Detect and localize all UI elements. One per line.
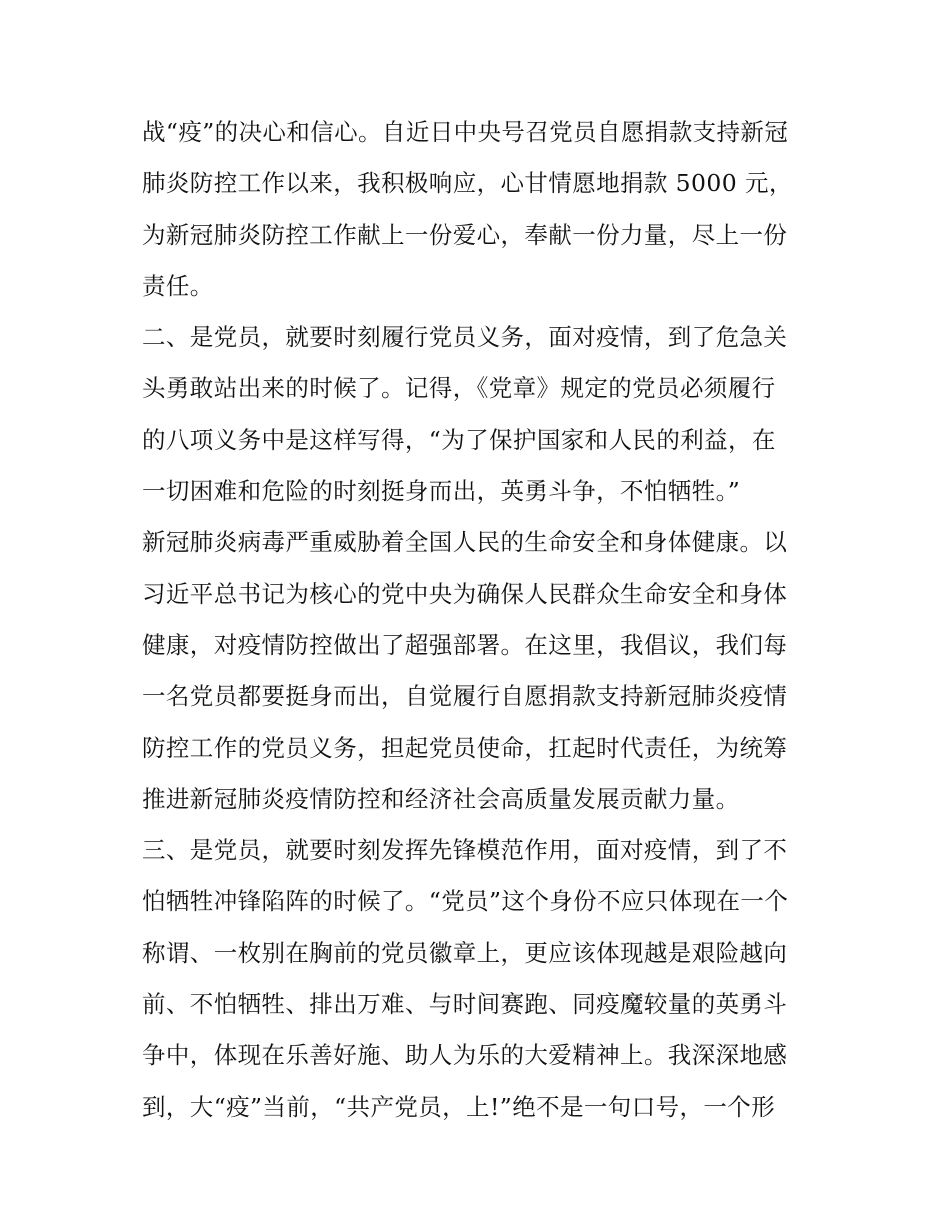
text-line: 防控工作的党员义务，担起党员使命，扛起时代责任，为统筹 <box>142 733 788 762</box>
text-line: 战“疫”的决心和信心。自近日中央号召党员自愿捐款支持新冠 <box>142 118 789 146</box>
text-line: 一切困难和危险的时刻挺身而出，英勇斗争，不怕牺牲。” <box>142 477 741 506</box>
text-line: 怕牺牲冲锋陷阵的时候了。“党员”这个身份不应只体现在一个 <box>142 887 789 916</box>
text-line: 的八项义务中是这样写得，“为了保护国家和人民的利益，在 <box>142 425 776 454</box>
text-line: 责任。 <box>142 271 214 300</box>
text-line: 新冠肺炎病毒严重威胁着全国人民的生命安全和身体健康。以 <box>142 528 788 557</box>
text-line: 争中，体现在乐善好施、助人为乐的大爱精神上。我深深地感 <box>142 1041 788 1070</box>
text-line: 头勇敢站出来的时候了。记得，《党章》规定的党员必须履行 <box>142 374 776 403</box>
text-line: 健康，对疫情防控做出了超强部署。在这里，我倡议，我们每 <box>142 630 788 659</box>
body-text <box>142 107 822 1133</box>
text-line: 二、是党员，就要时刻履行党员义务，面对疫情，到了危急关 <box>142 323 788 352</box>
text-line: 肺炎防控工作以来，我积极响应，心甘情愿地捐款 5000 元， <box>142 169 793 198</box>
text-line: 到，大“疫”当前，“共产党员，上!”绝不是一句口号，一个形 <box>142 1092 776 1121</box>
text-line: 称谓、一枚别在胸前的党员徽章上，更应该体现越是艰险越向 <box>142 938 788 967</box>
text-line: 一名党员都要挺身而出，自觉履行自愿捐款支持新冠肺炎疫情 <box>142 682 788 711</box>
text-line: 推进新冠肺炎疫情防控和经济社会高质量发展贡献力量。 <box>142 784 740 813</box>
text-line: 习近平总书记为核心的党中央为确保人民群众生命安全和身体 <box>142 579 788 608</box>
text-line: 为新冠肺炎防控工作献上一份爱心，奉献一份力量，尽上一份 <box>142 220 788 249</box>
text-line: 三、是党员，就要时刻发挥先锋模范作用，面对疫情，到了不 <box>142 836 788 865</box>
text-line: 前、不怕牺牲、排出万难、与时间赛跑、同疫魔较量的英勇斗 <box>142 990 788 1019</box>
